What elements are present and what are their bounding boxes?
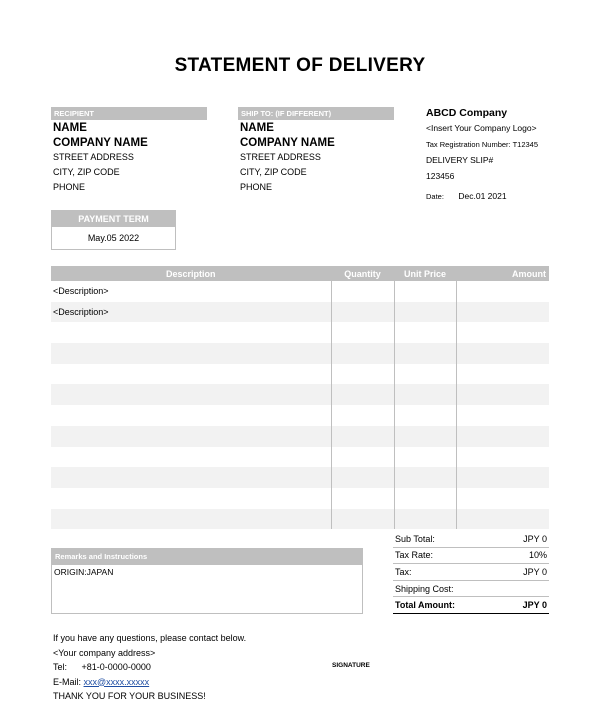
cell-amount [456,509,549,530]
cell-description [51,343,331,364]
ship-to-street: STREET ADDRESS [240,152,321,162]
recipient-block [51,107,207,192]
date-value: Dec.01 2021 [458,191,507,201]
recipient-header: RECIPIENT [51,107,207,120]
cell-amount [456,405,549,426]
contact-line: If you have any questions, please contact below. [53,633,247,643]
shipping-label: Shipping Cost: [395,583,454,594]
subtotal-value: JPY 0 [523,533,547,544]
cell-description [51,509,331,530]
ship-to-city: CITY, ZIP CODE [240,167,307,177]
cell-description [51,488,331,509]
table-row [51,384,549,405]
cell-unit-price [394,343,456,364]
cell-quantity [331,364,394,385]
cell-description [51,447,331,468]
cell-description [51,405,331,426]
cell-unit-price [394,364,456,385]
col-header-quantity: Quantity [331,266,394,281]
remarks-box [51,548,363,614]
cell-amount [456,322,549,343]
remarks-header: Remarks and Instructions [52,549,362,565]
ship-to-phone: PHONE [240,182,273,192]
cell-amount [456,447,549,468]
col-header-amount: Amount [456,266,549,281]
cell-quantity [331,343,394,364]
table-row [51,364,549,385]
tax-value: JPY 0 [523,566,547,577]
delivery-slip-number: 123456 [426,171,455,181]
footer-contact [53,631,246,704]
cell-amount [456,426,549,447]
cell-description [51,364,331,385]
cell-description: <Description> [53,286,109,297]
cell-description [51,384,331,405]
company-logo-placeholder: <Insert Your Company Logo> [426,123,537,133]
subtotal-label: Sub Total: [395,533,435,544]
remarks-text: ORIGIN:JAPAN [54,567,114,577]
tel-label: Tel: [53,662,68,672]
totals-block [393,531,549,614]
cell-amount [456,302,549,323]
table-row [51,488,549,509]
cell-description [51,467,331,488]
email-link[interactable]: xxx@xxxx.xxxxx [83,676,150,687]
payment-term-box [51,210,176,250]
table-row [51,405,549,426]
cell-quantity [331,302,394,323]
cell-quantity [331,405,394,426]
document-title: STATEMENT OF DELIVERY [174,55,426,76]
cell-quantity [331,426,394,447]
table-row [51,281,549,302]
total-label: Total Amount: [395,600,455,611]
tax-rate-label: Tax Rate: [395,550,434,561]
table-row [51,322,549,343]
delivery-slip-label: DELIVERY SLIP# [426,155,494,165]
cell-unit-price [394,302,456,323]
payment-term-value: May.05 2022 [87,233,140,243]
total-row [393,597,549,614]
company-address: <Your company address> [53,647,156,658]
cell-unit-price [394,447,456,468]
payment-term-header: PAYMENT TERM [52,211,175,227]
tax-rate-value: 10% [528,550,547,561]
cell-quantity [331,384,394,405]
ship-to-header: SHIP TO: (IF DIFFERENT) [238,107,394,120]
table-row [51,343,549,364]
cell-amount [456,364,549,385]
cell-description [51,322,331,343]
shipping-row [393,581,549,598]
tax-label: Tax: [395,566,412,577]
cell-quantity [331,322,394,343]
cell-unit-price [394,322,456,343]
cell-unit-price [394,467,456,488]
cell-unit-price [394,426,456,447]
cell-unit-price [394,488,456,509]
recipient-street: STREET ADDRESS [53,152,134,162]
cell-unit-price [394,384,456,405]
table-row [51,426,549,447]
thanks-text: THANK YOU FOR YOUR BUSINESS! [53,691,206,701]
table-row [51,302,549,323]
table-row [51,467,549,488]
col-header-description: Description [51,266,331,281]
cell-quantity [331,281,394,302]
ship-to-name: NAME [240,122,274,134]
cell-quantity [331,488,394,509]
recipient-name: NAME [53,122,87,134]
table-row [51,447,549,468]
items-header-row [51,266,549,281]
tax-rate-row [393,548,549,565]
recipient-company: COMPANY NAME [53,137,148,149]
ship-to-block [238,107,394,192]
tax-row [393,564,549,581]
total-value: JPY 0 [522,600,547,611]
company-name: ABCD Company [426,107,508,119]
cell-amount [456,281,549,302]
cell-unit-price [394,281,456,302]
cell-quantity [331,447,394,468]
ship-to-company: COMPANY NAME [240,137,335,149]
recipient-phone: PHONE [53,182,86,192]
tax-registration: Tax Registration Number: T12345 [426,140,539,149]
cell-unit-price [394,509,456,530]
col-header-unit-price: Unit Price [394,266,456,281]
table-row [51,509,549,530]
items-table [51,266,549,529]
company-block [426,107,596,204]
cell-unit-price [394,405,456,426]
subtotal-row [393,531,549,548]
cell-quantity [331,509,394,530]
cell-description: <Description> [51,302,331,323]
email-label: E-Mail: [53,676,82,687]
signature-label: SIGNATURE [332,662,370,669]
cell-amount [456,384,549,405]
recipient-city: CITY, ZIP CODE [53,167,120,177]
cell-amount [456,467,549,488]
cell-amount [456,488,549,509]
date-label: Date: [426,192,444,201]
cell-amount [456,343,549,364]
cell-description [51,426,331,447]
tel-value: +81-0-0000-0000 [81,662,151,672]
cell-quantity [331,467,394,488]
